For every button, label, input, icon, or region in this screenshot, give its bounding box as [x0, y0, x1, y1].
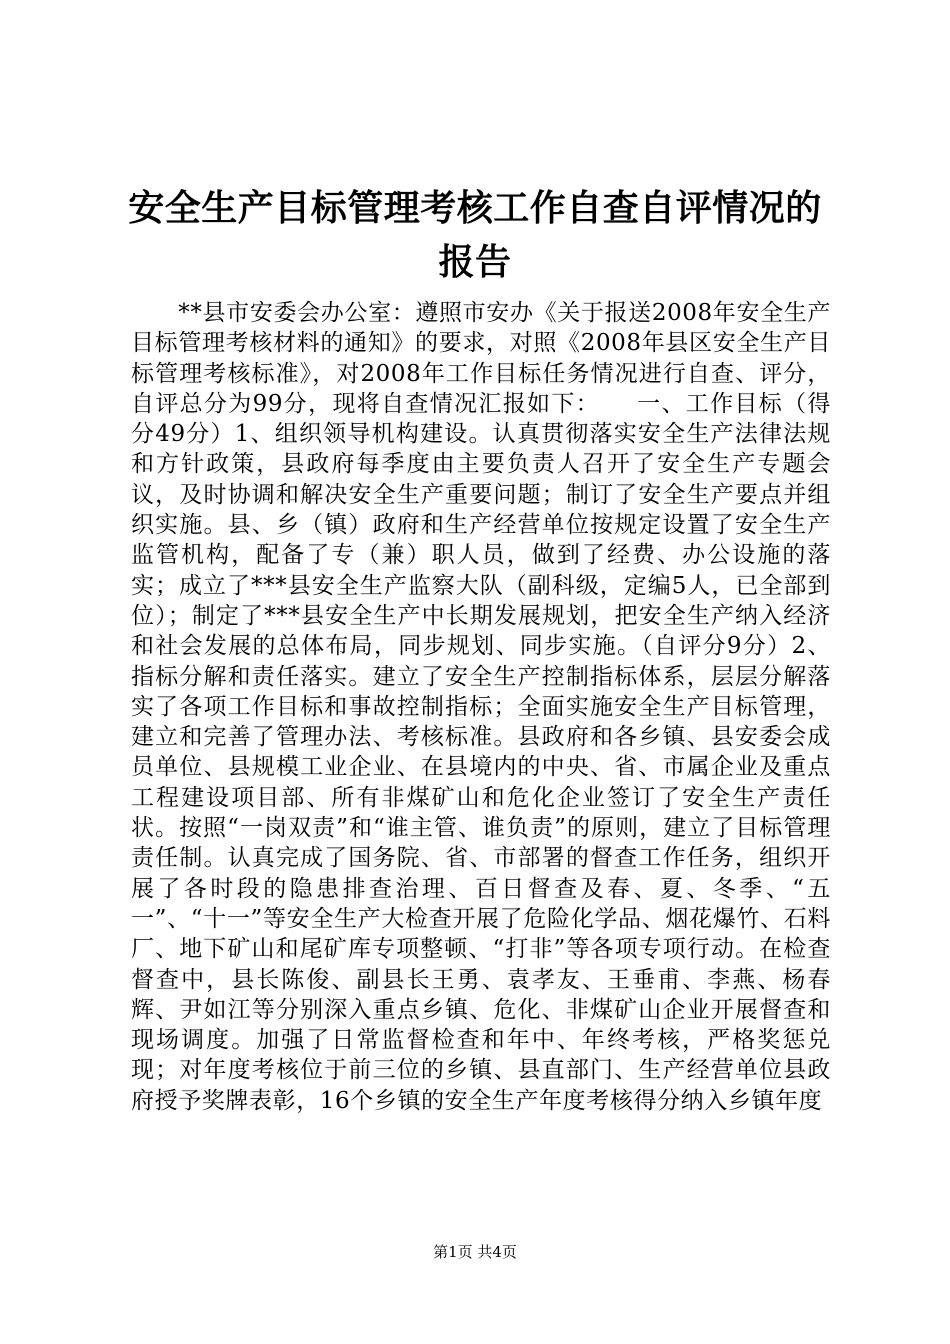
document-body: **县市安委会办公室：遵照市安办《关于报送2008年安全生产目标管理考核材料的通知》的要求，对照《2008年县区安全生产目标管理考核标准》，对2008年工作目标任务情况进行自查、评分，自评总分为99分，现将自查情况汇报如下： 一、工作目标（得分49分）1、组织领导机构建设。认真贯彻落实安全生产法律法规和方针政策，县政府每季度由主要负责人召开了安全生产专题会议，及时协调和解决安全生产重要问题；制订了安全生产要点并组织实施。县、乡（镇）政府和生产经营单位按规定设置了安全生产监管机构，配备了专（兼）职人员，做到了经费、办公设施的落实；成立了***县安全生产监察大队（副科级，定编5人，已全部到位）；制定了***县安全生产中长期发展规划，把安全生产纳入经济和社会发展的总体布局，同步规划、同步实施。（自评分9分）2、指标分解和责任落实。建立了安全生产控制指标体系，层层分解落实了各项工作目标和事故控制指标；全面实施安全生产目标管理，建立和完善了管理办法、考核标准。县政府和各乡镇、县安委会成员单位、县规模工业企业、在县境内的中央、省、市属企业及重点工程建设项目部、所有非煤矿山和危化企业签订了安全生产责任状。按照“一岗双责”和“谁主管、谁负责”的原则，建立了目标管理责任制。认真完成了国务院、省、市部署的督查工作任务，组织开展了各时段的隐患排查治理、百日督查及春、夏、冬季、“五一”、“十一”等安全生产大检查开展了危险化学品、烟花爆竹、石料厂、地下矿山和尾矿库专项整顿、“打非”等各项专项行动。在检查督查中，县长陈俊、副县长王勇、袁孝友、王垂甫、李燕、杨春辉、尹如江等分别深入重点乡镇、危化、非煤矿山企业开展督查和现场调度。加强了日常监督检查和年中、年终考核，严格奖惩兑现；对年度考核位于前三位的乡镇、县直部门、生产经营单位县政府授予奖牌表彰，16个乡镇的安全生产年度考核得分纳入乡镇年度 [131, 300, 831, 1114]
page-footer: 第1页 共4页 [433, 1243, 517, 1261]
document-title: 安全生产目标管理考核工作自查自评情况的报告 [128, 188, 822, 283]
